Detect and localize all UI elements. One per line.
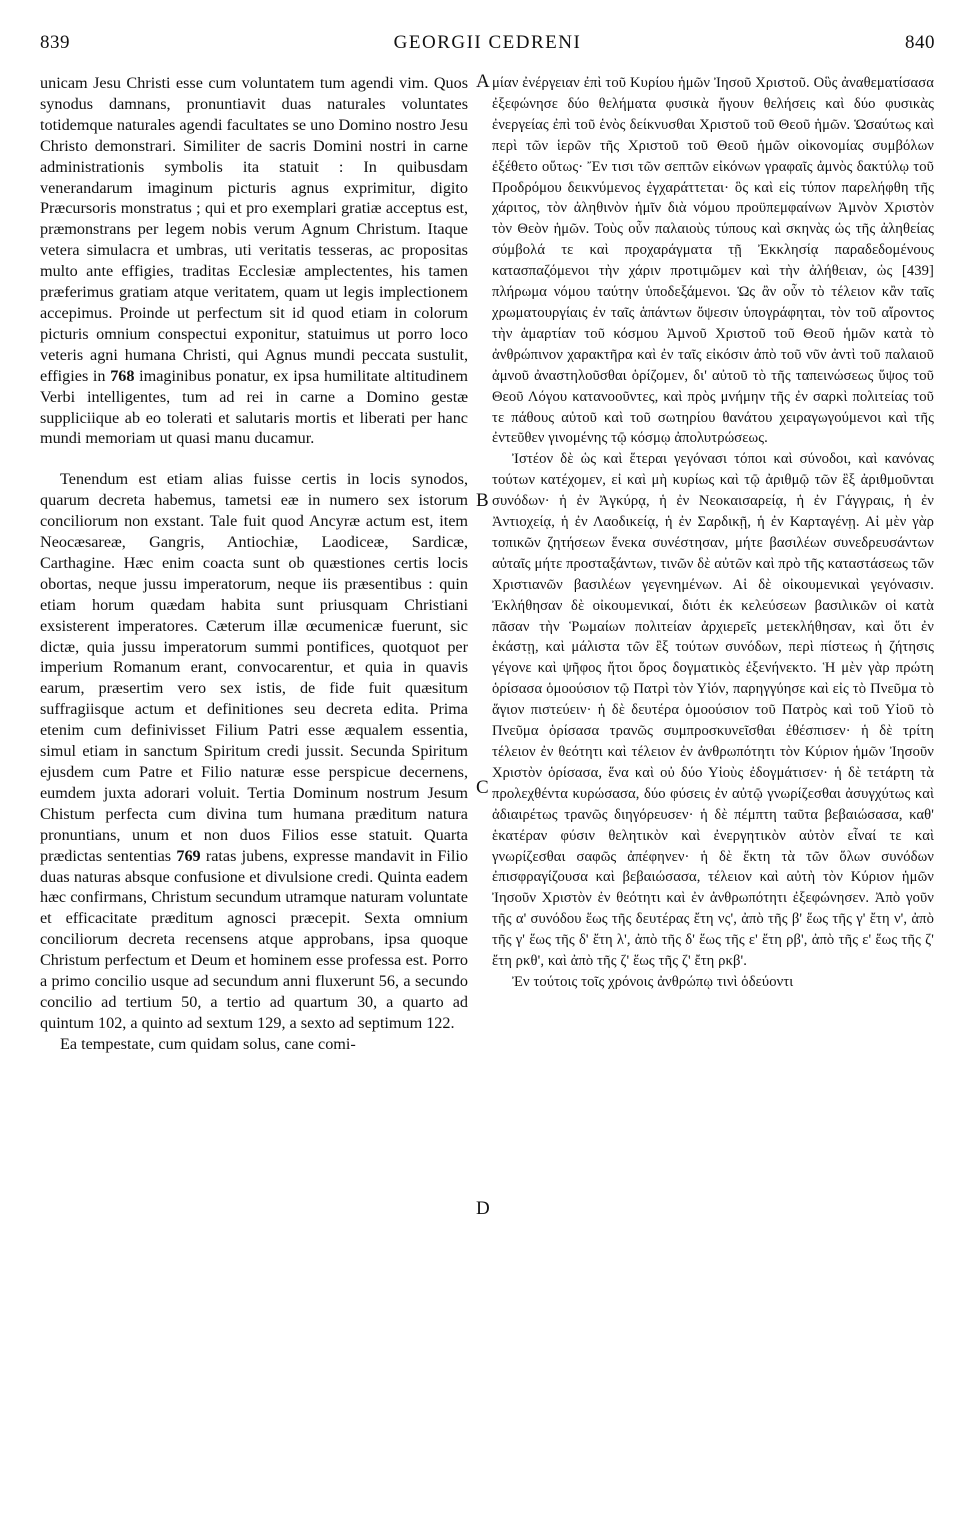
section-marker-c: C [476,777,489,798]
latin-text: imaginibus ponatur, ex ipsa humilitate altitudinem Verbi intelligentes, tum ad rei in carne a Domino gestæ suppliciique ab eo tolerati et salutaris mortis et liberati per hanc mundi memoriam ut quasi manu ducamur. [40,366,468,448]
latin-paragraph [40,73,468,449]
section-marker-a: A [476,71,490,92]
latin-text: Tenendum est etiam alias fuisse certis in locis synodos, quarum decreta habemus, tametsi eæ in numero sex istorum conciliorum non exstant. Tale fuit quod Ancyræ actum est, item Neocæsareæ, Gangris, Antiochiæ, Laodiceæ, Sardicæ, Carthagine. Hæc enim coacta sunt ob quæstiones certis locis obortas, neque jussu imperatorum, neque iis præsentibus : quin etiam horum quædam habita sunt priusquam Christiani exsisterent imperatores. Cæterum illæ œcumenicæ fuerunt, sic dictæ, quia jussu imperatorum summi pontifices, quotquot per imperium Romanum erant, convocarentur, et quia in quavis earum, præsertim vero sex istis, de fide fuit quæsitum suffragiisque actum et definitiones seu decreta edita. Prima etenim cum definivisset Filium Patri esse æqualem essentia, simul etiam in sanctum Spiritum credi jussit. Secunda Spiritum ejusdem cum Patre et Filio naturæ esse perspicue decernens, eumdem juxta adorari voluit. Tertia Dominum nostrum Jesum Chistum perfecta cum divina tum humana præditum natura pronuntians, unum et non duos Filios esse statuit. Quarta prædictas sententias [40,470,468,865]
section-marker-b: B [476,490,489,511]
latin-text: unicam Jesu Christi esse cum voluntatem tum agendi vim. Quos synodus damnans, pronuntiavit duas naturales voluntates totidemque naturales agendi facultates se uno Domino nostro Jesu Christo demonstrari. Similiter de sacris Domini nostri in carne administrationis symbolis ita statuit : In quibusdam venerandarum imaginum picturis agnus exprimitur, digito Præcursoris monstratus ; qui et pro exemplari gratiæ acceptus est, præmonstrans per legem nobis verum Agnum Christum. Itaque vetera simulacra et umbras, uti veritatis tesseras, ac propositas multo ante effigies, traditas Ecclesiæ amplectentes, his tamen præferimus gratiam atque veritatem, quam ut legis implectionem accepimus. Proinde ut perfectum sit id quod etiam in colorum picturis omnium conspectui exponitur, statuimus ut porro loco veteris agni humana Christi, qui Agnus mundi peccata sustulit, effigies in [40,74,468,385]
greek-column [492,73,934,1528]
running-header [40,32,935,62]
latin-paragraph: Ea tempestate, cum quidam solus, cane comi- [60,1034,356,1053]
latin-column [40,73,468,1528]
latin-text: ratas jubens, expresse mandavit in Filio duas naturas absque confusione et divulsione credi. Quinta eadem hæc confirmans, Christum secundum utramque naturam voluntate et efficacitate præditum agnosci præcepit. Sexta omnium conciliorum decreta recensens atque approbans, ipsa quoque Christum perfectum et Deum et hominem esse professa est. Porro a primo concilio usque ad secundum anni fluxerunt 56, a secundo concilio ad tertium 50, a tertio ad quartum 30, a quarto ad quintum 102, a quinto ad sextum 129, a sexto ad septimum 122. [40,846,468,1032]
column-number: 768 [110,366,135,385]
page-number-right: 840 [905,32,935,53]
greek-paragraph: μίαν ἐνέργειαν ἐπὶ τοῦ Κυρίου ἡμῶν Ἰησοῦ Χριστοῦ. Οὓς ἀναθεματίσασα ἐξεφώνησε δύο θελήματα φυσικὰ ἤγουν θελήσεις καὶ δύο φυσικὰς ἐνεργείας ἐπὶ τοῦ ἑνὸς δείκνυσθαι Χριστοῦ τοῦ Θεοῦ ἡμῶν. Ὡσαύτως καὶ περὶ τῶν ἱερῶν τῆς Χριστοῦ τοῦ Θεοῦ ἡμῶν οἰκονομίας συμβόλων ἐξέθετο οὕτως· Ἔν τισι τῶν σεπτῶν εἰκόνων γραφαῖς ἀμνὸς δακτύλῳ τοῦ Προδρόμου δεικνύμενος ἐγχαράττεται· ὃς καὶ εἰς τύπον παρελήφθη τῆς χάριτος, τὸν ἀληθινὸν ἡμῖν διὰ νόμου προϋπεμφαίνων Ἀμνὸν Χριστὸν τὸν Θεὸν ἡμῶν. Τοὺς οὖν παλαιοὺς τύπους καὶ σκηνὰς ὡς τῆς ἀληθείας σύμβολά τε καὶ προχαράγματα τῇ Ἐκκλησίᾳ παραδεδομένους κατασπαζόμενοι τὴν χάριν προτιμῶμεν καὶ τὴν ἀλήθειαν, ὡς [439] πλήρωμα νόμου ταύτην ὑποδεξάμενοι. Ὡς ἂν οὖν τὸ τέλειον κἂν ταῖς χρωματουργίαις ἐν ταῖς ἁπάντων ὄψεσιν ὑπογράφηται, τὸν τοῦ αἴροντος τὴν ἁμαρτίαν τοῦ κόσμου Ἀμνοῦ Χριστοῦ τοῦ Θεοῦ ἡμῶν κατὰ τὸ ἀνθρώπινον χαρακτῆρα καὶ ἐν ταῖς εἰκόσιν ἀπὸ τοῦ νῦν ἀντὶ τοῦ παλαιοῦ ἀμνοῦ ἀναστηλοῦσθαι ὁρίζομεν, δι' αὐτοῦ τὸ τῆς ταπεινώσεως ὕψος τοῦ Θεοῦ Λόγου κατανοοῦντες, καὶ πρὸς μνήμην τῆς ἐν σαρκὶ πολιτείας τοῦ τε πάθους αὐτοῦ καὶ τοῦ σωτηρίου θανάτου χειραγωγούμενοι καὶ τῆς ἐντεῦθεν γινομένης τῷ κόσμῳ ἀπολυτρώσεως. [492,75,934,447]
greek-paragraph: Ἐν τούτοις τοῖς χρόνοις ἀνθρώπῳ τινὶ ὁδεύοντι [512,973,794,990]
greek-paragraph: Ἰστέον δὲ ὡς καὶ ἕτεραι γεγόνασι τόποι καὶ σύνοδοι, καὶ κανόνας τούτων κατέχομεν, εἰ καὶ μὴ κυρίως καὶ τῷ ἀριθμῷ τῶν ἓξ ἀριθμοῦνται συνόδων· ἡ ἐν Ἀγκύρᾳ, ἡ ἐν Νεοκαισαρείᾳ, ἡ ἐν Γάγγραις, ἡ ἐν Ἀντιοχείᾳ, ἡ ἐν Λαοδικείᾳ, ἡ ἐν Σαρδικῇ, ἡ ἐν Καρταγένῃ. Αἱ μὲν γὰρ τοπικῶν ζητήσεων ἕνεκα συνέστησαν, μήτε βασιλέων συνεδρευσάντων αὐταῖς μήτε προσταξάντων, τινῶν δὲ αὐτῶν καὶ πρὸ τῆς καταστάσεως τῶν Χριστιανῶν βασιλέων γεγενημένων. Αἱ δὲ οἰκουμενικαὶ γεγόνασιν. Ἐκλήθησαν δὲ οἰκουμενικαί, διότι ἐκ κελεύσεων βασιλικῶν οἱ κατὰ πᾶσαν τὴν Ῥωμαίων πολιτείαν ἀρχιερεῖς μετεκλήθησαν, καὶ ὅτι ἐν ἑκάστῃ, καὶ μάλιστα τῶν ἓξ τούτων συνόδων, περὶ πίστεως ἡ ζήτησις γέγονε καὶ ψῆφος ἤτοι ὅρος δογματικὸς ἐξενήνεκτο. Ἡ μὲν γὰρ πρώτη ὁρίσασα ὁμοούσιον τῷ Πατρὶ τὸν Υἱόν, παρηγγύησε καὶ εἰς τὸ Πνεῦμα τὸ ἅγιον πιστεύειν· ἡ δὲ δευτέρα ὁμοούσιον τοῦ Πατρὸς καὶ τοῦ Υἱοῦ τὸ Πνεῦμα ὁρίσασα τρανῶς συμπροσκυνεῖσθαι ἐθέσπισεν· ἡ δὲ τρίτη τέλειον ἐν θεότητι καὶ τέλειον ἐν ἀνθρωπότητι τὸν Κύριον ἡμῶν Ἰησοῦν Χριστὸν ὁρίσασα, ἕνα καὶ οὐ δύο Υἱοὺς ἐδογμάτισεν· ἡ δὲ τετάρτη τὰ προλεχθέντα κυρώσασα, δύο φύσεις ἐν αὐτῷ γνωρίζεσθαι ἀσυγχύτως καὶ ἀδιαιρέτως τρανῶς διηγόρευσεν· ἡ δὲ πέμπτη ταῦτα βεβαιώσασα, καθ' ἑκατέραν φύσιν θελητικὸν καὶ ἐνεργητικὸν αὐτὸν εἶναί τε καὶ γνωρίζεσθαι σαφῶς ἀπέφηνεν· ἡ δὲ ἕκτη τὰ τῶν ὅλων συνόδων ἐπισφραγίζουσα καὶ βεβαιώσασα, τέλειον καὶ αὐτὴ τὸν Κύριον ἡμῶν Ἰησοῦν Χριστὸν ἐν θεότητι καὶ ἐν ἀνθρωπότητι ἐξεφώνησεν. Ἀπὸ γοῦν τῆς α' συνόδου ἕως τῆς δευτέρας ἔτη νς', ἀπὸ τῆς β' ἕως τῆς γ' ἔτη ν', ἀπὸ τῆς γ' ἕως τῆς δ' ἔτη λ', ἀπὸ τῆς δ' ἕως τῆς ε' ἔτη ρβ', ἀπὸ τῆς ε' ἕως τῆς ζ' ἔτη ρκθ', καὶ ἀπὸ τῆς ζ' ἕως τῆς ζ' ἔτη ρκβ'. [492,451,934,970]
latin-paragraph [40,469,468,1033]
section-marker-d: D [476,1198,490,1219]
column-number: 769 [176,846,201,865]
page-number-left: 839 [40,32,70,53]
page-title: GEORGII CEDRENI [393,32,582,53]
